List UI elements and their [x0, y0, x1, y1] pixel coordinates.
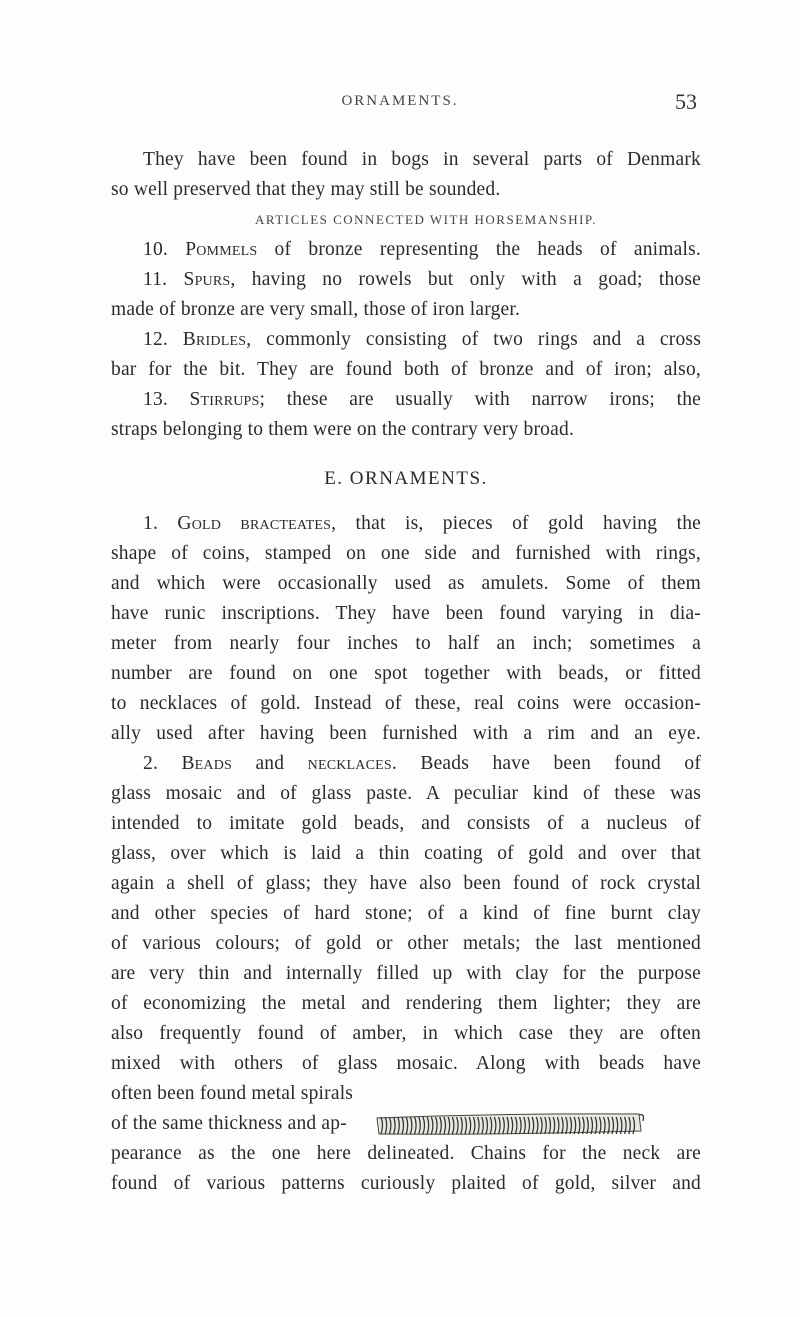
- text-line: pearance as the one here delineated. Chains for the neck are: [111, 1143, 701, 1164]
- item-text: . Beads have been found of: [391, 753, 702, 774]
- list-item: [111, 265, 701, 295]
- text-line: intended to imitate gold beads, and consists of a nucleus of: [111, 813, 701, 834]
- item-number: 2.: [143, 753, 159, 774]
- text-line: and other species of hard stone; of a kind of fine burnt clay: [111, 903, 701, 924]
- text-line: number are found on one spot together with beads, or fitted: [111, 663, 701, 684]
- text-line: so well preserved that they may still be sounded.: [111, 179, 501, 200]
- text-line: shape of coins, stamped on one side and furnished with rings,: [111, 543, 701, 564]
- page-number: 53: [675, 89, 697, 114]
- item-text: of bronze representing the heads of animals.: [274, 239, 702, 260]
- subsection-heading: ARTICLES CONNECTED WITH HORSEMANSHIP.: [255, 212, 597, 227]
- text-line: ally used after having been furnished with a rim and an eye.: [111, 723, 701, 744]
- text-line: straps belonging to them were on the contrary very broad.: [111, 419, 575, 440]
- text-line: again a shell of glass; they have also been found of rock crystal: [111, 873, 701, 894]
- text-line: found of various patterns curiously plaited of gold, silver and: [111, 1173, 701, 1194]
- figure-row: [111, 1109, 701, 1139]
- running-head: ORNAMENTS.: [341, 93, 459, 109]
- item-number: 13.: [143, 389, 168, 410]
- text-line: glass, over which is laid a thin coating of gold and over that: [111, 843, 701, 864]
- text-line: They have been found in bogs in several parts of Denmark: [143, 149, 701, 170]
- list-item: [111, 749, 701, 779]
- page-body: [111, 145, 701, 1199]
- list-item: [111, 325, 701, 355]
- item-term: Spurs: [183, 269, 231, 290]
- text-line: mixed with others of glass mosaic. Along with beads have: [111, 1053, 701, 1074]
- item-text: , that is, pieces of gold having the: [331, 513, 702, 534]
- text-line: of various colours; of gold or other metals; the last mentioned: [111, 933, 701, 954]
- text-line: are very thin and internally filled up with clay for the purpose: [111, 963, 701, 984]
- list-item: [111, 385, 701, 415]
- item-text: and: [255, 753, 285, 774]
- text-line: of economizing the metal and rendering them lighter; they are: [111, 993, 701, 1014]
- item-term: Bridles: [182, 329, 247, 350]
- item-text: ; these are usually with narrow irons; the: [259, 389, 701, 410]
- text-line: and which were occasionally used as amulets. Some of them: [111, 573, 701, 594]
- text-line: also frequently found of amber, in which case they are often: [111, 1023, 701, 1044]
- list-item: [111, 509, 701, 539]
- section-title: E. ORNAMENTS.: [324, 468, 488, 489]
- text-line: to necklaces of gold. Instead of these, real coins were occasion-: [111, 693, 701, 714]
- page-header: [0, 89, 800, 119]
- text-line: made of bronze are very small, those of iron larger.: [111, 299, 521, 320]
- item-number: 10.: [143, 239, 168, 260]
- item-number: 11.: [143, 269, 168, 290]
- item-term: Stirrups: [189, 389, 260, 410]
- text-line: meter from nearly four inches to half an inch; sometimes a: [111, 633, 701, 654]
- text-line: of the same thickness and ap-: [111, 1113, 347, 1134]
- item-text: , commonly consisting of two rings and a cross: [246, 329, 702, 350]
- text-line: have runic inscriptions. They have been found varying in dia-: [111, 603, 701, 624]
- item-term: necklaces: [307, 753, 392, 774]
- item-term: Pommels: [185, 239, 258, 260]
- metal-spiral-illustration: [373, 1109, 645, 1139]
- text-line: glass mosaic and of glass paste. A peculiar kind of these was: [111, 783, 701, 804]
- item-number: 1.: [143, 513, 159, 534]
- item-term: Beads: [181, 753, 233, 774]
- text-line: bar for the bit. They are found both of bronze and of iron; also,: [111, 359, 701, 380]
- item-term: Gold bracteates: [177, 513, 332, 534]
- list-item: [111, 235, 701, 265]
- item-number: 12.: [143, 329, 168, 350]
- text-line: often been found metal spirals: [111, 1083, 354, 1104]
- item-text: , having no rowels but only with a goad; those: [230, 269, 701, 290]
